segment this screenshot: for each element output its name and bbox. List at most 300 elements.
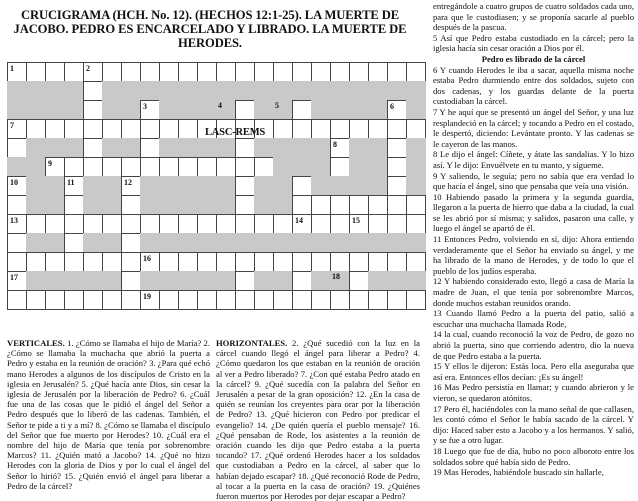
grid-cell[interactable] [83,62,103,82]
grid-block [311,233,331,253]
grid-cell[interactable] [159,290,179,310]
grid-cell[interactable] [102,157,122,177]
grid-block [197,195,217,215]
grid-block [273,81,293,101]
grid-block [26,138,46,158]
grid-cell[interactable] [7,119,27,139]
grid-cell[interactable] [349,271,369,291]
grid-cell[interactable] [7,252,27,272]
grid-cell[interactable] [406,214,426,234]
grid-block [330,100,350,120]
grid-block [140,195,160,215]
grid-block [330,271,350,291]
grid-cell[interactable] [83,252,103,272]
grid-block [311,176,331,196]
grid-cell[interactable] [7,214,27,234]
grid-cell[interactable] [387,195,407,215]
grid-cell[interactable] [387,119,407,139]
grid-cell[interactable] [26,290,46,310]
grid-block [102,81,122,101]
grid-cell[interactable] [159,157,179,177]
grid-cell[interactable] [102,119,122,139]
grid-block [197,271,217,291]
grid-block [273,100,293,120]
grid-cell[interactable] [292,176,312,196]
grid-cell[interactable] [121,62,141,82]
grid-block [7,81,27,101]
grid-block [83,233,103,253]
grid-block [216,233,236,253]
grid-block [178,176,198,196]
grid-block [26,195,46,215]
grid-block [349,233,369,253]
grid-block [311,100,331,120]
grid-cell[interactable] [311,252,331,272]
grid-block [368,157,388,177]
grid-block [254,100,274,120]
grid-cell[interactable] [7,62,27,82]
grid-cell[interactable] [45,119,65,139]
grid-block [349,100,369,120]
grid-block [368,271,388,291]
grid-block [292,138,312,158]
grid-cell[interactable] [235,214,255,234]
horizontal-clues [216,338,420,501]
grid-cell[interactable] [216,290,236,310]
grid-cell[interactable] [235,100,255,120]
grid-cell[interactable] [45,252,65,272]
grid-cell[interactable] [140,100,160,120]
clue-number: 6 [390,102,394,111]
grid-block [102,100,122,120]
grid-block [216,195,236,215]
grid-cell[interactable] [159,252,179,272]
verse-paragraph: 12 Y habiendo considerado esto, llegó a casa de María la madre de Juan, el que tenía por sobrenombre Marcos, donde muchos estaban reunidos orando. [433,276,634,308]
grid-cell[interactable] [159,62,179,82]
grid-cell[interactable] [121,290,141,310]
grid-block [273,233,293,253]
grid-cell[interactable] [254,62,274,82]
horizontal-clues-text: 2. ¿Qué sucedió con la luz en la cárcel cuando llegó el ángel para liberar a Pedro? 4. ¿Cómo quedaron los que estaban en la reunión de oración al ver a Pedro liberado? 7. ¿Con qué estaba Pedro atado en la cárcel? 9. ¿Qué sucedía con la palabra del Señor en Jerusalén a pesar de la gran oposición? 12. ¿En la casa de quién se reunían los creyentes para orar por la liberación de Pedro? 13. ¿Qué hicieron con Pedro por predicar el evangelio? 14. ¿De quién quería el pueblo mensaje? 16. ¿Qué pensaban de Rode, los asistentes a la reunión de oración cuando les dijo que Pedro estaba a la puerta tocando? 17. ¿Qué ordenó Herodes hacer a los soldados que custodiaban a Pedro en la cárcel, al saber que lo habían dejado escapar? 18. ¿Qué reconoció Rode de Pedro, al tocar a la puerta en la casa de oración? 19. ¿Quiénes fueron muertos por Herodes por dejar escapar a Pedro? [216,338,420,501]
grid-cell[interactable] [330,214,350,234]
clue-number: 18 [332,272,340,281]
grid-block [121,138,141,158]
grid-block [197,176,217,196]
grid-cell[interactable] [121,157,141,177]
grid-cell[interactable] [7,138,27,158]
grid-cell[interactable] [235,176,255,196]
grid-cell[interactable] [121,214,141,234]
grid-cell[interactable] [330,138,350,158]
grid-block [197,100,217,120]
grid-cell[interactable] [349,252,369,272]
grid-cell[interactable] [254,157,274,177]
grid-cell[interactable] [368,290,388,310]
grid-cell[interactable] [235,157,255,177]
verse-paragraph: 16 Mas Pedro persistía en llamar; y cuando abrieron y le vieron, se quedaron atónitos. [433,382,634,403]
grid-cell[interactable] [368,119,388,139]
grid-cell[interactable] [178,214,198,234]
grid-cell[interactable] [64,252,84,272]
grid-block [83,176,103,196]
grid-cell[interactable] [121,195,141,215]
grid-cell[interactable] [387,290,407,310]
grid-block [330,176,350,196]
grid-block [178,138,198,158]
grid-block [292,81,312,101]
grid-cell[interactable] [292,290,312,310]
grid-block [387,81,407,101]
verse-paragraph: entregándole a cuatro grupos de cuatro soldados cada uno, para que le custodiasen; y se proponía sacarle al pueblo después de la pascua. [433,1,634,33]
grid-cell[interactable] [349,214,369,234]
grid-block [254,176,274,196]
grid-cell[interactable] [311,62,331,82]
grid-cell[interactable] [64,195,84,215]
grid-block [45,138,65,158]
grid-cell[interactable] [102,252,122,272]
grid-cell[interactable] [197,252,217,272]
grid-cell[interactable] [159,119,179,139]
grid-cell[interactable] [406,195,426,215]
grid-cell[interactable] [349,119,369,139]
grid-cell[interactable] [368,214,388,234]
verse-paragraph: 9 Y saliendo, le seguía; pero no sabía que era verdad lo que hacía el ángel, sino que pensaba que veía una visión. [433,170,634,192]
grid-cell[interactable] [349,62,369,82]
grid-cell[interactable] [273,119,293,139]
grid-block [121,100,141,120]
grid-block [235,81,255,101]
grid-cell[interactable] [64,119,84,139]
grid-block [45,81,65,101]
grid-block [216,138,236,158]
grid-block [368,233,388,253]
grid-block [64,138,84,158]
grid-cell[interactable] [26,119,46,139]
grid-cell[interactable] [102,290,122,310]
grid-cell[interactable] [197,214,217,234]
grid-cell[interactable] [121,271,141,291]
verse-paragraph: 17 Pero él, haciéndoles con la mano señal de que callasen, les contó cómo el Señor le había sacado de la cárcel. Y dijo: Haced saber esto a Jacobo y a los hermanos. Y salió, y se fue a otro lugar. [433,403,634,446]
grid-cell[interactable] [330,62,350,82]
grid-cell[interactable] [406,290,426,310]
grid-cell[interactable] [7,233,27,253]
grid-cell[interactable] [140,119,160,139]
grid-cell[interactable] [273,214,293,234]
grid-block [254,271,274,291]
grid-cell[interactable] [64,233,84,253]
grid-cell[interactable] [7,271,27,291]
grid-cell[interactable] [235,62,255,82]
grid-cell[interactable] [368,195,388,215]
grid-cell[interactable] [83,157,103,177]
grid-cell[interactable] [368,62,388,82]
grid-cell[interactable] [387,100,407,120]
grid-block [254,81,274,101]
grid-cell[interactable] [102,62,122,82]
grid-block [26,176,46,196]
grid-cell[interactable] [235,138,255,158]
grid-cell[interactable] [330,195,350,215]
grid-block [83,195,103,215]
horizontal-heading: HORIZONTALES. [216,338,288,348]
grid-block [102,195,122,215]
grid-cell[interactable] [216,157,236,177]
grid-cell[interactable] [311,290,331,310]
grid-cell[interactable] [216,252,236,272]
clue-number: 10 [10,178,18,187]
grid-cell[interactable] [311,119,331,139]
grid-cell[interactable] [235,290,255,310]
grid-block [273,195,293,215]
grid-block [254,195,274,215]
grid-cell[interactable] [349,195,369,215]
grid-block [235,233,255,253]
clue-number: 16 [143,254,151,263]
grid-block [216,100,236,120]
grid-block [102,138,122,158]
grid-block [406,176,426,196]
grid-block [273,157,293,177]
clue-number: 7 [10,121,14,130]
grid-block [159,233,179,253]
grid-cell[interactable] [254,290,274,310]
grid-block [406,157,426,177]
grid-block [368,176,388,196]
clue-number: 12 [124,178,132,187]
grid-cell[interactable] [235,271,255,291]
grid-block [64,100,84,120]
grid-cell[interactable] [235,195,255,215]
grid-cell[interactable] [7,176,27,196]
clue-number: 13 [10,216,18,225]
grid-block [64,271,84,291]
grid-cell[interactable] [121,119,141,139]
key-label: LASC-REMS [205,127,266,138]
grid-cell[interactable] [64,290,84,310]
grid-block [387,271,407,291]
grid-block [178,233,198,253]
grid-cell[interactable] [26,214,46,234]
grid-cell[interactable] [368,252,388,272]
grid-block [216,176,236,196]
grid-block [102,271,122,291]
grid-cell[interactable] [387,138,407,158]
grid-block [26,100,46,120]
grid-block [178,100,198,120]
grid-cell[interactable] [197,157,217,177]
grid-block [406,100,426,120]
grid-cell[interactable] [64,157,84,177]
clue-number: 14 [295,216,303,225]
grid-cell[interactable] [45,290,65,310]
grid-cell[interactable] [292,271,312,291]
grid-cell[interactable] [26,62,46,82]
grid-block [102,176,122,196]
grid-block [368,100,388,120]
grid-cell[interactable] [330,119,350,139]
grid-cell[interactable] [311,195,331,215]
clue-number: 15 [352,216,360,225]
grid-cell[interactable] [273,62,293,82]
grid-block [311,157,331,177]
grid-cell[interactable] [45,214,65,234]
grid-cell[interactable] [311,214,331,234]
grid-cell[interactable] [330,290,350,310]
grid-cell[interactable] [273,290,293,310]
grid-cell[interactable] [216,214,236,234]
grid-cell[interactable] [349,290,369,310]
grid-block [45,100,65,120]
grid-block [349,157,369,177]
grid-block [102,233,122,253]
grid-cell[interactable] [178,290,198,310]
grid-cell[interactable] [273,252,293,272]
grid-cell[interactable] [83,100,103,120]
grid-cell[interactable] [140,290,160,310]
clue-number: 3 [143,102,147,111]
grid-cell[interactable] [292,195,312,215]
verse-paragraph: 18 Luego que fue de día, hubo no poco alboroto entre los soldados sobre qué había sido de Pedro. [433,445,634,467]
grid-cell[interactable] [121,176,141,196]
grid-cell[interactable] [83,214,103,234]
grid-cell[interactable] [45,62,65,82]
grid-block [311,271,331,291]
grid-block [178,81,198,101]
grid-block [330,233,350,253]
grid-block [159,271,179,291]
verse-paragraph: 5 Así que Pedro estaba custodiado en la cárcel; pero la iglesia hacía sin cesar oración a Dios por él. [433,32,634,54]
verse-paragraph: 15 Y ellos le dijeron: Estás loca. Pero ella aseguraba que así era. Entonces ellos decían: ¡Es su ángel! [433,361,634,382]
grid-cell[interactable] [140,157,160,177]
grid-cell[interactable] [7,195,27,215]
grid-cell[interactable] [197,62,217,82]
grid-block [368,138,388,158]
grid-block [121,81,141,101]
grid-block [45,271,65,291]
grid-cell[interactable] [235,252,255,272]
grid-block [26,157,46,177]
grid-block [197,81,217,101]
vertical-clues-text: 1. ¿Cómo se llamaba el hijo de María? 2. ¿Cómo se llamaba la muchacha que abrió la puerta a Pedro y estaba en la reunión de oración? 3. ¿Para qué echó mano Herodes a algunos de los discípulos de Cristo en la iglesia en Jerusalén? 5. ¿Qué hacía ante Dios, sin cesar la iglesia de Jerusalén por la liberación de Pedro? 6. ¿Cuál fue una de las cosas que le pidió el ángel del Señor a Pedro después que lo liberó de las cadenas. También, el Señor te pide a ti y a mí? 8. ¿Cómo se llamaba el discípulo del Señor que fue muerto por Herodes? 10. ¿Cuál era el nombre del hijo de María que tenía por sobrenombre Marcos? 11. ¿Quién mató a Jacobo? 14. ¿Qué no hizo Herodes con la gloria de Dios y por lo cual el ángel del Señor lo hirió? 15. ¿Quién envió el ángel para liberar a Pedro de la cárcel? [7,338,210,491]
grid-block [159,100,179,120]
grid-cell[interactable] [121,252,141,272]
grid-cell[interactable] [387,252,407,272]
verse-paragraph: 7 Y he aquí que se presentó un ángel del Señor, y una luz resplandeció en la cárcel; y tocando a Pedro en el costado, le despertó, diciendo: Levántate pronto. Y las cadenas se le cayeron de las manos. [433,106,634,149]
crossword-grid[interactable] [7,62,425,308]
grid-block [406,233,426,253]
grid-block [178,195,198,215]
grid-cell[interactable] [216,62,236,82]
grid-cell[interactable] [406,62,426,82]
grid-cell[interactable] [406,119,426,139]
clue-number: 17 [10,273,18,282]
grid-cell[interactable] [7,290,27,310]
grid-block [273,176,293,196]
grid-cell[interactable] [140,252,160,272]
grid-cell[interactable] [330,252,350,272]
grid-block [254,138,274,158]
grid-cell[interactable] [387,176,407,196]
grid-block [7,157,27,177]
grid-cell[interactable] [178,62,198,82]
grid-cell[interactable] [140,214,160,234]
grid-block [311,81,331,101]
grid-cell[interactable] [140,138,160,158]
grid-cell[interactable] [83,119,103,139]
grid-cell[interactable] [102,214,122,234]
grid-cell[interactable] [64,176,84,196]
grid-cell[interactable] [178,119,198,139]
grid-cell[interactable] [292,252,312,272]
grid-cell[interactable] [406,252,426,272]
verse-paragraph: 19 Mas Herodes, habiéndole buscado sin hallarle, [433,467,604,478]
vertical-clues [7,338,210,491]
grid-block [368,81,388,101]
grid-cell[interactable] [254,252,274,272]
grid-cell[interactable] [64,62,84,82]
grid-block [140,233,160,253]
grid-cell[interactable] [26,252,46,272]
grid-block [197,138,217,158]
grid-block [387,233,407,253]
grid-cell[interactable] [292,62,312,82]
grid-cell[interactable] [178,252,198,272]
grid-cell[interactable] [121,233,141,253]
grid-block [26,81,46,101]
grid-block [406,138,426,158]
grid-cell[interactable] [387,214,407,234]
grid-cell[interactable] [387,62,407,82]
grid-block [292,233,312,253]
grid-cell[interactable] [83,138,103,158]
grid-block [311,138,331,158]
grid-block [83,271,103,291]
grid-cell[interactable] [178,157,198,177]
grid-cell[interactable] [330,157,350,177]
grid-block [254,233,274,253]
grid-cell[interactable] [159,214,179,234]
grid-cell[interactable] [254,214,274,234]
grid-block [26,233,46,253]
verse-paragraph: 10 Habiendo pasado la primera y la segunda guardia, llegaron a la puerta de hierro que daba a la ciudad, la cual se les abrió por sí misma; y salidos, pasaron una calle, y luego el ángel se apartó de él. [433,191,634,234]
grid-block [330,81,350,101]
grid-cell[interactable] [387,157,407,177]
grid-block [178,271,198,291]
clue-number: 19 [143,292,151,301]
section-heading: Pedro es librado de la cárcel [481,53,586,64]
grid-cell[interactable] [197,290,217,310]
verse-paragraph: 13 Cuando llamó Pedro a la puerta del patio, salió a escuchar una muchacha llamada Rode, [433,308,634,329]
grid-cell[interactable] [83,81,103,101]
grid-cell[interactable] [140,62,160,82]
grid-block [159,81,179,101]
grid-block [45,233,65,253]
vertical-heading: VERTICALES. [7,338,65,348]
grid-cell[interactable] [292,214,312,234]
grid-cell[interactable] [292,119,312,139]
grid-block [406,271,426,291]
grid-cell[interactable] [83,290,103,310]
grid-block [159,195,179,215]
grid-block [349,176,369,196]
grid-cell[interactable] [64,214,84,234]
grid-block [216,271,236,291]
grid-block [140,271,160,291]
grid-block [197,233,217,253]
grid-cell[interactable] [292,100,312,120]
grid-block [273,271,293,291]
grid-cell[interactable] [45,157,65,177]
